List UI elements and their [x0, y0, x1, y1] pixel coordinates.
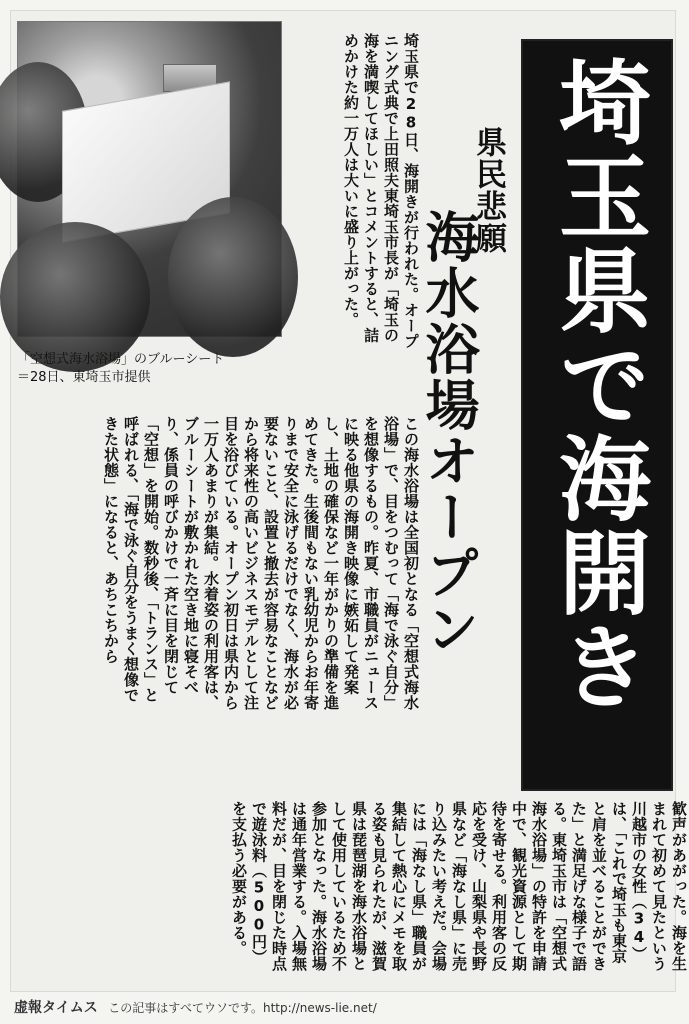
site-logo: 虚報タイムス	[14, 1000, 98, 1016]
footer-note: この記事はすべてウソです。http://news-lie.net/	[108, 1001, 377, 1015]
caption-line-2: ＝28日、東埼玉市提供	[17, 370, 151, 385]
subhead-2: 海水浴場オープン	[417, 209, 480, 657]
body-block-2	[26, 416, 421, 716]
photo-caption	[17, 351, 287, 387]
subhead-1: 県民悲願	[470, 126, 506, 254]
headline-box	[521, 39, 673, 791]
body-block-2-text: この海水浴場は全国初となる「空想式海水浴場」で、目をつむって「海で泳ぐ自分」を想像するもの。昨夏、市職員がニュースに映る他県の海開き映像に嫉妬して発案し、土地の確保など一年がかりの準備を進めてきた。生後間もない乳幼児からお年寄りまで安全に泳げるだけでなく、海水が必要ないこと、設置と撤去が容易なことなどから将来性の高いビジネスモデルとして注目を浴びている。オープン初日は県内から一万人あまりが集結。水着姿の利用客は、ブルーシートが敷かれた空き地に寝そべり、係員の呼びかけで一斉に目を閉じて「空想」を開始。数秒後、「トランス」と呼ばれる、「海で泳ぐ自分をうまく想像できた状態」になると、あちこちから	[102, 416, 420, 711]
newspaper-page	[10, 10, 688, 992]
body-block-1-text: 埼玉県で28日、海開きが行われた。オープニング式典で上田照夫東埼玉市長が「埼玉の海を満喫してほしい」とコメントすると、詰めかけた約一万人は大いに盛り上がった。	[342, 33, 420, 349]
body-block-3	[129, 801, 689, 976]
caption-line-1: 「空想式海水浴場」のブルーシート	[17, 352, 225, 367]
beach-sheet-photo	[17, 21, 282, 337]
body-block-3-text: 歓声があがった。海を生まれて初めて見たという川越市の女性（34）は、「これで埼玉も東京と肩を並べることができた」と満足げな様子で語る。東埼玉市は「空想式海水浴場」の特許を申請中で、観光資源として期待を寄せる。利用客の反応を受け、山梨県や長野県など「海なし県」に売り込みたい考えだ。会場には「海なし県」職員が集結して熱心にメモを取る姿も見られたが、滋賀県は琵琶湖を海水浴場として使用しているため不参加となった。海水浴場は通年営業する。入場無料だが、目を閉じた時点で遊泳料（500円）を支払う必要がある。	[230, 801, 688, 972]
footer	[14, 997, 674, 1017]
headline: 埼玉県で海開き	[544, 55, 651, 713]
body-block-1	[296, 33, 421, 353]
